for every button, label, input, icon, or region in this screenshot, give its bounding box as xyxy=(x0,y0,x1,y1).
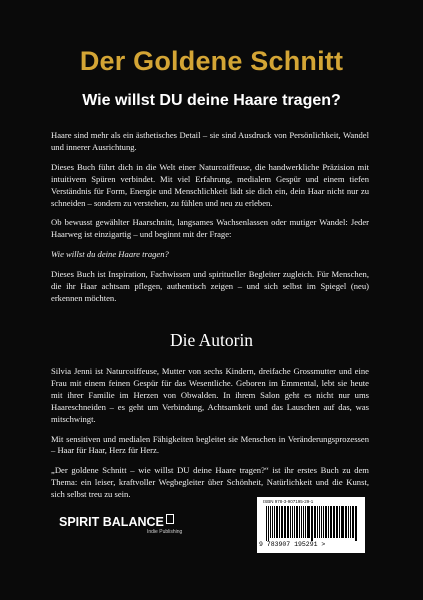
blurb-block xyxy=(51,130,369,313)
blurb-paragraph: Dieses Buch führt dich in die Welt einer Naturcoiffeuse, die handwerkliche Präzision mit intuitivem Spüren verbindet. Mit viel Erfahrung, medialem Gespür und einem tiefen Verständnis für Form, Energie und Menschlichkeit lädt sie dich ein, dein Haar nicht nur zu schneiden – sondern zu verstehen, zu fühlen und neu zu erleben. xyxy=(51,161,369,208)
barcode-bar xyxy=(284,506,285,538)
barcode-bar xyxy=(314,506,316,538)
barcode-bar xyxy=(305,506,306,538)
barcode-bar xyxy=(336,506,338,538)
isbn-barcode xyxy=(257,497,365,553)
publisher-logo xyxy=(59,514,209,535)
barcode-bar xyxy=(330,506,332,538)
barcode-bar xyxy=(356,506,357,541)
barcode-bar xyxy=(274,506,275,538)
author-paragraph: „Der goldene Schnitt – wie willst DU deine Haare tragen?“ ist ihr erstes Buch zu dem Thema: ein leiser, kraftvoller Wegbegleiter über Schönheit, Natürlichkeit und die Kunst, sich selbst treu zu sein. xyxy=(51,465,369,500)
barcode-bar xyxy=(294,506,295,538)
barcode-bar xyxy=(323,506,324,538)
barcode-bar xyxy=(290,506,292,538)
barcode-bar xyxy=(285,506,286,538)
isbn-label: ISBN 978-3-907195-29-1 xyxy=(263,499,314,504)
barcode-bar xyxy=(303,506,305,538)
barcode-bar xyxy=(268,506,269,541)
barcode-bar xyxy=(266,506,267,541)
blurb-paragraph: Ob bewusst gewählter Haarschnitt, langsames Wachsenlassen oder mutiger Wandel: Jeder Haarweg ist einzigartig – und beginnt mit der Frage: xyxy=(51,217,369,240)
barcode-bar xyxy=(317,506,318,538)
blurb-paragraph: Dieses Buch ist Inspiration, Fachwissen und spiritueller Begleiter zugleich. Für Menschen, die ihr Haar achtsam pflegen, authentisch zeigen – und sich selbst im Spiegel (neu) erkennen möchten. xyxy=(51,269,369,303)
barcode-bar xyxy=(279,506,280,538)
barcode-bar xyxy=(292,506,293,538)
author-bio-block xyxy=(51,366,369,509)
barcode-bar xyxy=(311,506,312,541)
author-paragraph: Mit sensitiven und medialen Fähigkeiten begleitet sie Menschen in Veränderungsprozessen – Haar für Haar, Herz für Herz. xyxy=(51,433,369,456)
barcode-bar xyxy=(348,506,349,538)
book-subtitle: Wie willst DU deine Haare tragen? xyxy=(82,92,341,109)
barcode-bars xyxy=(266,506,358,542)
barcode-bar xyxy=(342,506,344,538)
barcode-bar xyxy=(270,506,272,538)
barcode-bar xyxy=(328,506,329,538)
ean-digits: 9 783907 195291 > xyxy=(259,541,326,548)
barcode-bar xyxy=(276,506,278,538)
barcode-bar xyxy=(355,506,356,541)
barcode-bar xyxy=(333,506,334,538)
barcode-bar xyxy=(321,506,322,538)
barcode-bar xyxy=(352,506,354,538)
barcode-bar xyxy=(307,506,309,538)
barcode-bar xyxy=(345,506,347,538)
barcode-bar xyxy=(299,506,300,538)
barcode-bar xyxy=(301,506,302,538)
barcode-bar xyxy=(319,506,321,538)
blurb-paragraph: Haare sind mehr als ein ästhetisches Detail – sie sind Ausdruck von Persönlichkeit, Wandel und innerer Ausrichtung. xyxy=(51,130,369,152)
barcode-bar xyxy=(339,506,340,538)
barcode-bar xyxy=(296,506,298,538)
barcode-bar xyxy=(325,506,327,538)
barcode-bar xyxy=(312,506,313,541)
blurb-question: Wie willst du deine Haare tragen? xyxy=(51,249,169,260)
author-heading: Die Autorin xyxy=(169,330,254,350)
publisher-imprint: Indie Publishing xyxy=(147,529,183,535)
book-title: Der Goldene Schnitt xyxy=(79,46,344,76)
barcode-bar xyxy=(334,506,335,538)
barcode-bar xyxy=(281,506,283,538)
publisher-name: SPIRIT BALANCE xyxy=(59,514,209,529)
barcode-bar xyxy=(350,506,351,538)
barcode-bar xyxy=(341,506,342,538)
barcode-bar xyxy=(272,506,273,538)
barcode-bar xyxy=(287,506,289,538)
publisher-mark-icon xyxy=(166,514,174,524)
author-paragraph: Silvia Jenni ist Naturcoiffeuse, Mutter von sechs Kindern, dreifache Grossmutter und eine Frau mit einem feinen Gespür für das Wesentliche. Geboren im Emmental, lebt sie heute mit ihrer Familie im Herzen von Obwalden. In ihrem Salon geht es nicht nur ums Haareschneiden – es geht um Verbindung, Achtsamkeit und das Lauschen auf das, was mitschwingt. xyxy=(51,366,369,424)
